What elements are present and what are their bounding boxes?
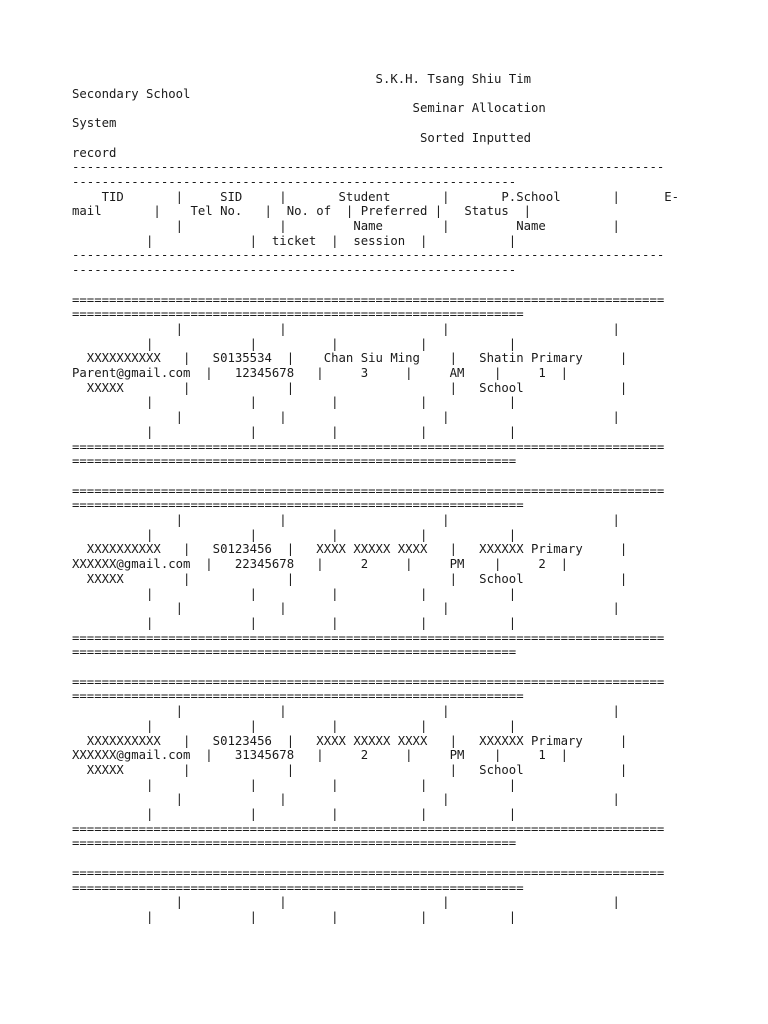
text-line-51: | | | | |	[72, 807, 517, 821]
text-line-23: | | | | |	[72, 395, 517, 410]
text-line-18: | | | |	[72, 321, 620, 336]
text-line-36: | | | | |	[72, 586, 517, 601]
text-line-42: ================================================================================	[72, 674, 665, 689]
text-line-16: ================================================================================	[72, 292, 665, 307]
text-line-44: | | | |	[72, 704, 620, 719]
text-line-2: Secondary School	[72, 86, 191, 101]
text-line-24: | | | |	[72, 410, 620, 425]
text-line-55: ================================================================================	[72, 865, 665, 880]
text-line-19: | | | | |	[72, 336, 517, 351]
text-line-34: XXXXXX@gmail.com | 22345678 | 2 | PM | 2 |	[72, 557, 569, 572]
text-line-39: ================================================================================	[72, 630, 665, 645]
text-line-13: --------------------------------------------------------------------------------	[72, 248, 665, 263]
text-line-53: ============================================================	[72, 836, 517, 851]
text-line-37: | | | |	[72, 601, 620, 616]
text-line-50: | | | |	[72, 792, 620, 807]
text-line-20: XXXXXXXXXX | S0135534 | Chan Siu Ming | Shatin Primary |	[72, 351, 628, 366]
text-line-4: System	[72, 116, 117, 131]
text-line-27: ============================================================	[72, 454, 517, 469]
text-line-7: --------------------------------------------------------------------------------	[72, 160, 665, 175]
text-line-29: ================================================================================	[72, 483, 665, 498]
text-line-6: record	[72, 145, 117, 160]
text-line-8: ------------------------------------------------------------	[72, 174, 517, 189]
text-line-1: S.K.H. Tsang Shiu Tim	[72, 72, 532, 86]
text-line-32: | | | | |	[72, 527, 517, 542]
text-line-43: =============================================================	[72, 689, 524, 704]
text-line-38: | | | | |	[72, 615, 517, 630]
text-line-26: ================================================================================	[72, 439, 665, 454]
text-line-49: | | | | |	[72, 777, 517, 792]
text-line-30: =============================================================	[72, 498, 524, 513]
text-line-5: Sorted Inputted	[72, 130, 532, 145]
text-line-58: | | | | |	[72, 909, 517, 924]
text-line-14: ------------------------------------------------------------	[72, 263, 517, 278]
text-line-56: =============================================================	[72, 880, 524, 895]
text-line-12: | | ticket | session | |	[72, 233, 517, 248]
text-line-48: XXXXX | | | School |	[72, 762, 628, 777]
text-line-31: | | | |	[72, 513, 620, 527]
text-line-40: ============================================================	[72, 645, 517, 660]
text-line-46: XXXXXXXXXX | S0123456 | XXXX XXXXX XXXX | XXXXXX Primary |	[72, 733, 628, 748]
text-line-57: | | | |	[72, 895, 620, 910]
text-line-3: Seminar Allocation	[72, 101, 546, 116]
text-line-35: XXXXX | | | School |	[72, 571, 628, 586]
text-line-9: TID | SID | Student | P.School | E-	[72, 189, 680, 204]
text-line-25: | | | | |	[72, 424, 517, 439]
text-line-22: XXXXX | | | School |	[72, 380, 628, 395]
text-line-10: mail | Tel No. | No. of | Preferred | Status |	[72, 204, 532, 219]
text-line-45: | | | | |	[72, 718, 517, 733]
text-line-52: ================================================================================	[72, 821, 665, 836]
text-line-11: | | Name | Name |	[72, 219, 620, 233]
text-line-33: XXXXXXXXXX | S0123456 | XXXX XXXXX XXXX | XXXXXX Primary |	[72, 542, 628, 557]
text-line-21: Parent@gmail.com | 12345678 | 3 | AM | 1 |	[72, 366, 569, 380]
text-line-17: =============================================================	[72, 307, 524, 322]
text-line-47: XXXXXX@gmail.com | 31345678 | 2 | PM | 1 |	[72, 748, 569, 763]
